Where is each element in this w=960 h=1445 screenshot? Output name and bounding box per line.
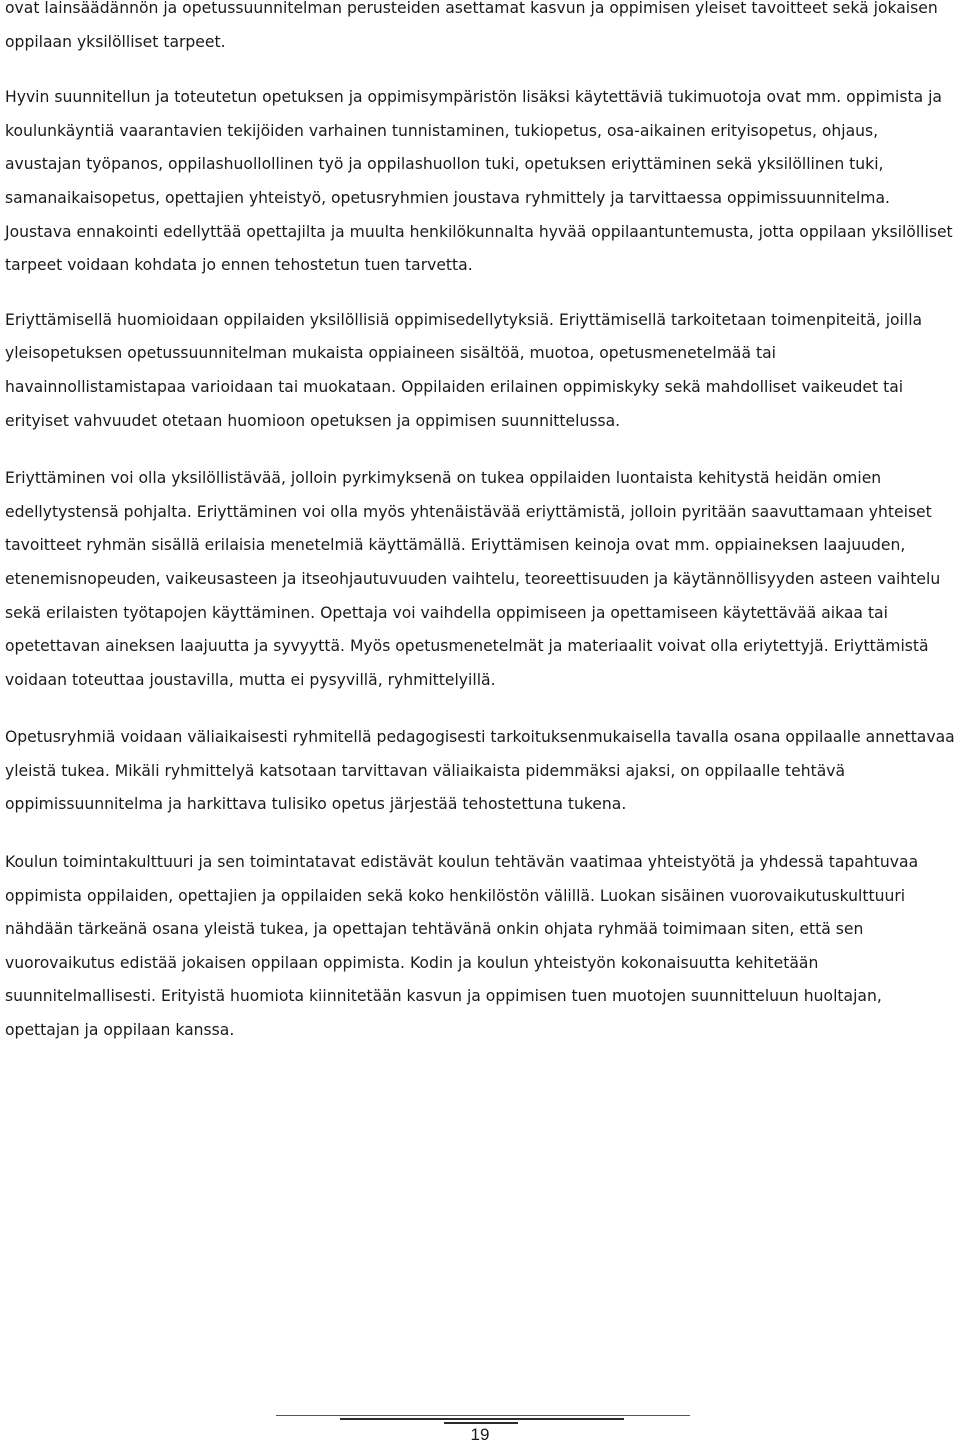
paragraph-1: ovat lainsäädännön ja opetussuunnitelman perusteiden asettamat kasvun ja oppimisen yleiset tavoitteet sekä jokaisen oppilaan yksilölliset tarpeet. <box>5 0 938 51</box>
paragraph-5: Opetusryhmiä voidaan väliaikaisesti ryhmitellä pedagogisesti tarkoituksenmukaisella tavalla osana oppilaalle annettavaa yleistä tukea. Mikäli ryhmittelyä katsotaan tarvittavan väliaikaista pidemmäksi ajaksi, on oppilaalle tehtävä oppimissuunnitelma ja harkittava tulisiko opetus järjestää tehostettuna tukena. <box>5 728 955 814</box>
footer-rule-middle <box>340 1418 624 1420</box>
paragraph-4: Eriyttäminen voi olla yksilöllistävää, jolloin pyrkimyksenä on tukea oppilaiden luontaista kehitystä heidän omien edellytystensä pohjalta. Eriyttäminen voi olla myös yhtenäistävää eriyttämistä, jolloin pyritään saavuttamaan yhteiset tavoitteet ryhmän sisällä erilaisia menetelmiä käyttämällä. Eriyttämisen keinoja ovat mm. oppiaineksen laajuuden, etenemisnopeuden, vaikeusasteen ja itseohjautuvuuden vaihtelu, teoreettisuuden ja käytännöllisyyden asteen vaihtelu sekä erilaisten työtapojen käyttäminen. Opettaja voi vaihdella oppimiseen ja opettamiseen käytettävää aikaa tai opetettavan aineksen laajuutta ja syvyyttä. Myös opetusmenetelmät ja materiaalit voivat olla eriytettyjä. Eriyttämistä voidaan toteuttaa joustavilla, mutta ei pysyvillä, ryhmittelyillä. <box>5 469 941 689</box>
footer-rule-bottom <box>444 1422 518 1424</box>
page-number: 19 <box>470 1425 490 1444</box>
page-footer <box>0 1412 960 1444</box>
document-page <box>5 0 957 1048</box>
footer-rule-top <box>276 1415 690 1416</box>
paragraph-6: Koulun toimintakulttuuri ja sen toimintatavat edistävät koulun tehtävän vaatimaa yhteistyötä ja yhdessä tapahtuvaa oppimista oppilaiden, opettajien ja oppilaiden sekä koko henkilöstön välillä. Luokan sisäinen vuorovaikutuskulttuuri nähdään tärkeänä osana yleistä tukea, ja opettajan tehtävänä onkin ohjata ryhmää toimimaan siten, että sen vuorovaikutus edistää jokaisen oppilaan oppimista. Kodin ja koulun yhteistyön kokonaisuutta kehitetään suunnitelmallisesti. Erityistä huomiota kiinnitetään kasvun ja oppimisen tuen muotojen suunnitteluun huoltajan, opettajan ja oppilaan kanssa. <box>5 853 919 1040</box>
paragraph-3: Eriyttämisellä huomioidaan oppilaiden yksilöllisiä oppimisedellytyksiä. Eriyttämisellä tarkoitetaan toimenpiteitä, joilla yleisopetuksen opetussuunnitelman mukaista oppiaineen sisältöä, muotoa, opetusmenetelmää tai havainnollistamistapaa varioidaan tai muokataan. Oppilaiden erilainen oppimiskyky sekä mahdolliset vaikeudet tai erityiset vahvuudet otetaan huomioon opetuksen ja oppimisen suunnittelussa. <box>5 310 923 430</box>
paragraph-2: Hyvin suunnitellun ja toteutetun opetuksen ja oppimisympäristön lisäksi käytettäviä tukimuotoja ovat mm. oppimista ja koulunkäyntiä vaarantavien tekijöiden varhainen tunnistaminen, tukiopetus, osa-aikainen erityisopetus, ohjaus, avustajan työpanos, oppilashuollollinen työ ja oppilashuollon tuki, opetuksen eriyttäminen sekä yksilöllinen tuki, samanaikaisopetus, opettajien yhteistyö, opetusryhmien joustava ryhmittely ja tarvittaessa oppimissuunnitelma. Joustava ennakointi edellyttää opettajilta ja muulta henkilökunnalta hyvää oppilaantuntemusta, jotta oppilaan yksilölliset tarpeet voidaan kohdata jo ennen tehostetun tuen tarvetta. <box>5 88 953 275</box>
